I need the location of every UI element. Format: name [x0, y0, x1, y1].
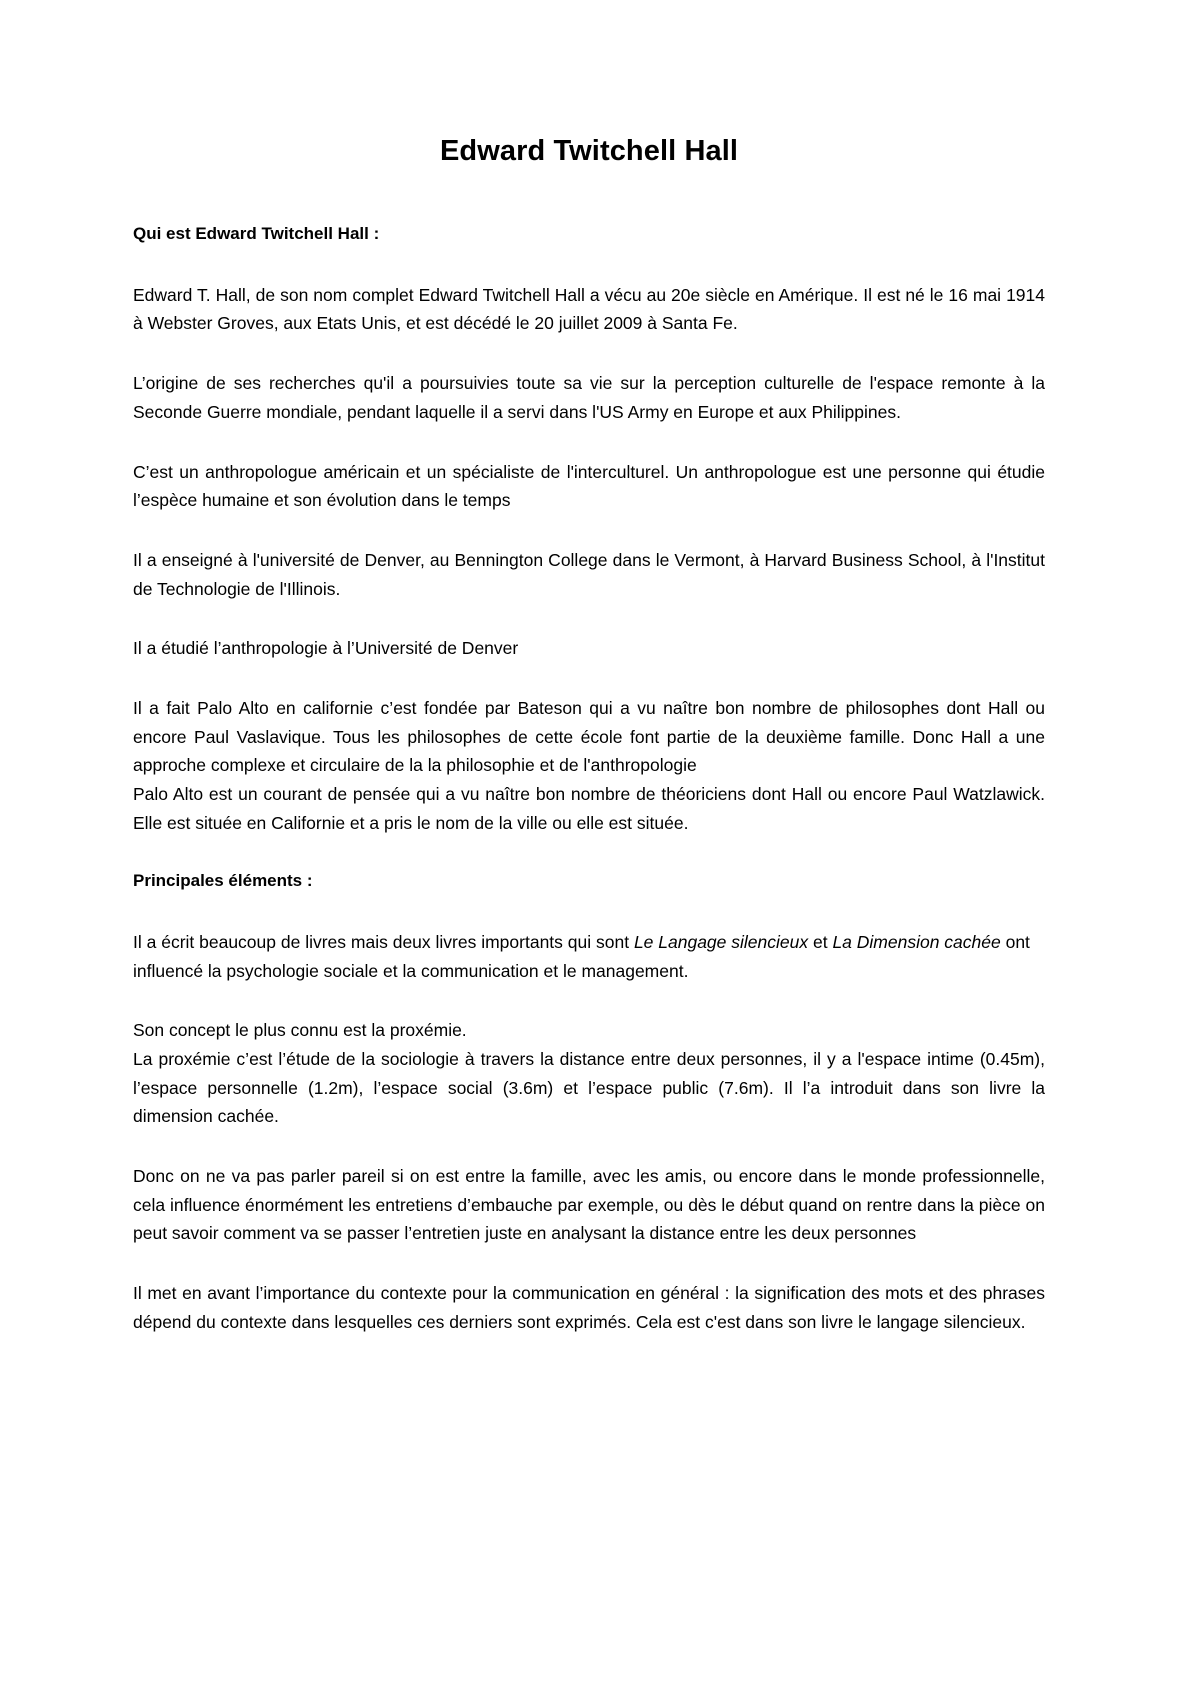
palo-alto-second-part: Palo Alto est un courant de pensée qui a vu naître bon nombre de théoriciens dont Hall ou encore Paul Watzlawick. Elle est située en Californie et a pris le nom de la ville ou elle est située. — [133, 784, 1045, 833]
proxemics-intro-line: Son concept le plus connu est la proxémie. — [133, 1020, 467, 1041]
paragraph-context-importance: Il met en avant l’importance du contexte pour la communication en général : la signification des mots et des phrases dépend du contexte dans lesquelles ces derniers sont exprimés. Cela est c'est dans son livre le langage silencieux. — [133, 1283, 1045, 1332]
book-title-langage-silencieux: Le Langage silencieux — [633, 931, 809, 952]
paragraph-important-books — [133, 928, 1045, 985]
books-conjunction: et — [808, 931, 833, 952]
book-title-dimension-cachee: La Dimension cachée — [832, 931, 1001, 952]
paragraph-education: Il a étudié l’anthropologie à l’Université de Denver — [133, 638, 519, 659]
paragraph-anthropologist-definition: C’est un anthropologue américain et un spécialiste de l'interculturel. Un anthropologue est une personne qui étudie l’espèce humaine et son évolution dans le temps — [133, 461, 1045, 511]
proxemics-detail-line: La proxémie c’est l’étude de la sociologie à travers la distance entre deux personnes, il y a l'espace intime (0.45m), l’espace personnelle (1.2m), l’espace social (3.6m) et l’espace public (7.6m). Il l’a introduit dans son livre la dimension cachée. — [133, 1048, 1045, 1127]
section-heading-main-elements: Principales éléments : — [133, 871, 313, 891]
books-tail-text: ont influencé la psychologie sociale et la communication et le management. — [133, 931, 1030, 981]
paragraph-palo-alto-school — [133, 694, 1045, 837]
paragraph-biography: Edward T. Hall, de son nom complet Edward Twitchell Hall a vécu au 20e siècle en Amérique. Il est né le 16 mai 1914 à Webster Groves, aux Etats Unis, et est décédé le 20 juillet 2009 à Santa Fe. — [133, 284, 1045, 334]
page-title: Edward Twitchell Hall — [439, 135, 739, 167]
paragraph-teaching-career: Il a enseigné à l'université de Denver, au Bennington College dans le Vermont, à Harvard Business School, à l'Institut de Technologie de l'Illinois. — [133, 549, 1045, 599]
books-lead-text: Il a écrit beaucoup de livres mais deux livres importants qui sont — [133, 931, 634, 952]
palo-alto-first-part: Il a fait Palo Alto en californie c’est fondée par Bateson qui a vu naître bon nombre de philosophes dont Hall ou encore Paul Vaslavique. Tous les philosophes de cette école font partie de la deuxième famille. Donc Hall a une approche complexe et circulaire de la la philosophie et de l'anthropologie — [133, 697, 1045, 776]
paragraph-proxemics — [133, 1016, 1045, 1131]
paragraph-social-contexts: Donc on ne va pas parler pareil si on est entre la famille, avec les amis, ou encore dans le monde professionnelle, cela influence énormément les entretiens d’embauche par exemple, ou dès le début quand on rentre dans la pièce on peut savoir comment va se passer l’entretien juste en analysant la distance entre les deux personnes — [133, 1166, 1045, 1244]
section-heading-who-is: Qui est Edward Twitchell Hall : — [133, 224, 380, 244]
paragraph-research-origin: L’origine de ses recherches qu'il a poursuivies toute sa vie sur la perception culturelle de l'espace remonte à la Seconde Guerre mondiale, pendant laquelle il a servi dans l'US Army en Europe et aux Philippines. — [133, 373, 1045, 422]
